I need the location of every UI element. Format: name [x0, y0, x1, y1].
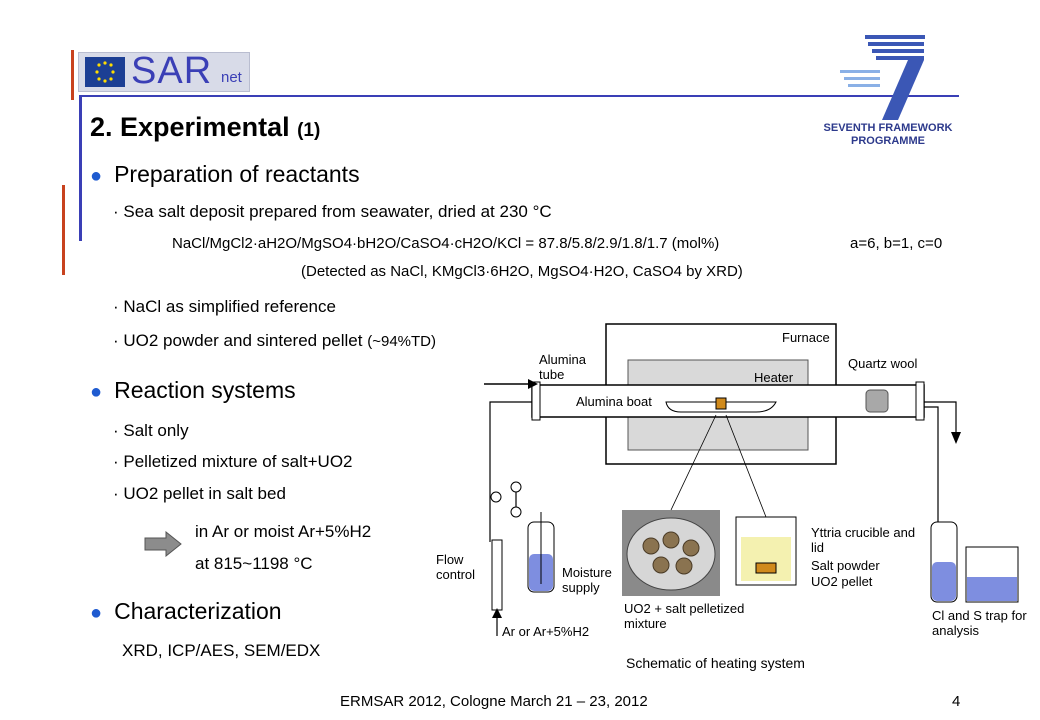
diagram-caption: Schematic of heating system — [626, 655, 805, 671]
prep-item-3 — [113, 331, 436, 351]
prep-formula-params: a=6, b=1, c=0 — [850, 235, 943, 252]
accent-bar-left — [62, 185, 65, 275]
sarnet-logo — [78, 52, 250, 92]
reaction-heading: Reaction systems — [114, 377, 296, 403]
accent-bar-top — [71, 50, 74, 100]
label-mixture: UO2 + salt pelletized mixture — [624, 601, 745, 631]
prep-detected: (Detected as NaCl, KMgCl3·6H2O, MgSO4·H2O, CaSO4 by XRD) — [301, 263, 743, 280]
page-number: 4 — [952, 693, 961, 710]
label-flow-control: Flow control — [436, 552, 476, 582]
title-main: 2. Experimental — [90, 112, 290, 142]
label-alumina-tube: Alumina tube — [539, 352, 586, 382]
eu-flag-icon — [85, 57, 125, 87]
reaction-item-1: · Salt only — [113, 421, 189, 440]
section-reaction — [90, 377, 296, 404]
logo-text: SAR — [131, 50, 213, 92]
label-moisture: Moisture supply — [562, 565, 612, 595]
title-suffix: (1) — [297, 120, 321, 141]
label-gas-in: Ar or Ar+5%H2 — [502, 624, 590, 639]
heating-system-diagram — [436, 322, 1036, 652]
accent-line-blue-v — [79, 96, 82, 241]
label-alumina-boat: Alumina boat — [576, 394, 652, 409]
reaction-item-2: · Pelletized mixture of salt+UO2 — [113, 452, 353, 471]
arrow-icon — [144, 531, 182, 562]
label-yttria: Yttria crucible and lid — [811, 525, 916, 555]
label-trap: Cl and S trap for analysis — [932, 608, 1027, 638]
prep-item-3-text: · UO2 powder and sintered pellet — [113, 331, 363, 350]
characterization-heading: Characterization — [114, 598, 282, 624]
label-uo2-pellet: UO2 pellet — [811, 574, 873, 589]
characterization-methods: XRD, ICP/AES, SEM/EDX — [122, 641, 321, 660]
section-characterization — [90, 598, 282, 625]
label-heater: Heater — [754, 370, 794, 385]
reaction-condition-1: in Ar or moist Ar+5%H2 — [195, 522, 372, 541]
page-title — [90, 112, 320, 143]
prep-item-2: · NaCl as simplified reference — [113, 297, 336, 316]
bullet-icon: ● — [90, 602, 103, 624]
section-preparation — [90, 161, 360, 188]
label-salt-powder: Salt powder — [811, 558, 880, 573]
logo-subtext: net — [221, 69, 242, 86]
prep-item-1: · Sea salt deposit prepared from seawater, dried at 230 °C — [113, 202, 552, 221]
bullet-icon: ● — [90, 165, 103, 187]
bullet-icon: ● — [90, 381, 103, 403]
preparation-heading: Preparation of reactants — [114, 161, 360, 187]
reaction-item-3: · UO2 pellet in salt bed — [113, 484, 286, 503]
prep-formula: NaCl/MgCl2·aH2O/MgSO4·bH2O/CaSO4·cH2O/KCl = 87.8/5.8/2.9/1.8/1.7 (mol%) — [172, 235, 720, 252]
footer-text: ERMSAR 2012, Cologne March 21 – 23, 2012 — [340, 693, 648, 710]
label-quartz-wool: Quartz wool — [848, 356, 918, 371]
fp7-text: SEVENTH FRAMEWORK PROGRAMME — [823, 122, 953, 147]
label-furnace: Furnace — [782, 330, 830, 345]
reaction-condition-2: at 815~1198 °C — [195, 554, 313, 573]
prep-item-3-note: (~94%TD) — [367, 333, 436, 350]
